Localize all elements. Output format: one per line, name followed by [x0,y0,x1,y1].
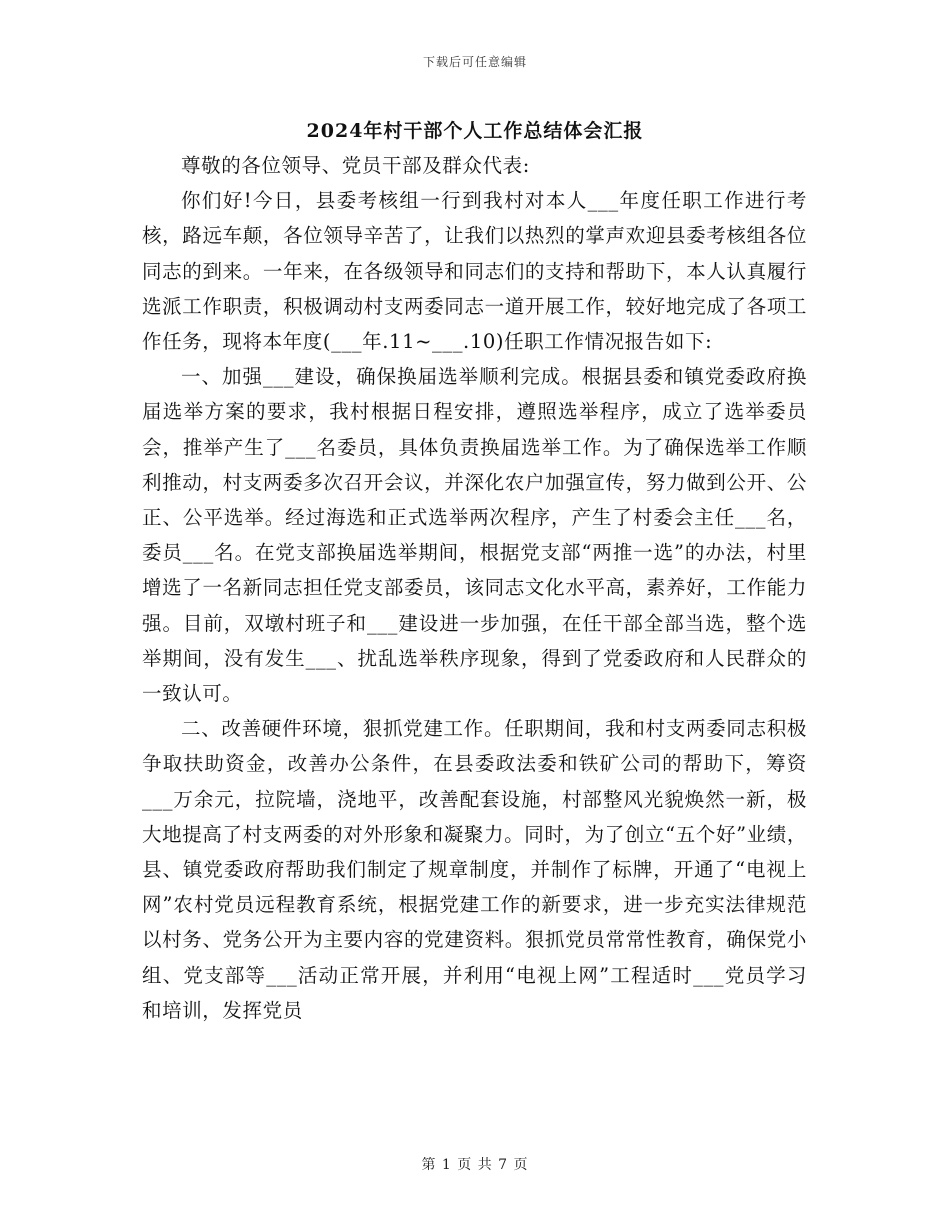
section-one-paragraph: 一、加强___建设，确保换届选举顺利完成。根据县委和镇党委政府换届选举方案的要求，我村根据日程安排，遵照选举程序，成立了选举委员会，推举产生了___名委员，具体负责换届选举工作。为了确保选举工作顺利推动，村支两委多次召开会议，并深化农户加强宣传，努力做到公开、公正、公平选举。经过海选和正式选举两次程序，产生了村委会主任___名，委员___名。在党支部换届选举期间，根据党支部“两推一选”的办法，村里增选了一名新同志担任党支部委员，该同志文化水平高，素养好，工作能力强。目前，双墩村班子和___建设进一步加强，在任干部全部当选，整个选举期间，没有发生___、扰乱选举秩序现象，得到了党委政府和人民群众的一致认可。 [142,365,807,706]
document-body [142,148,807,1028]
section-two-paragraph: 二、改善硬件环境，狠抓党建工作。任职期间，我和村支两委同志积极争取扶助资金，改善办公条件，在县委政法委和铁矿公司的帮助下，筹资___万余元，拉院墙，浇地平，改善配套设施，村部整风光貌焕然一新，极大地提高了村支两委的对外形象和凝聚力。同时，为了创立“五个好”业绩，县、镇党委政府帮助我们制定了规章制度，并制作了标牌，开通了“电视上网”农村党员远程教育系统，根据党建工作的新要求，进一步充实法律规范以村务、党务公开为主要内容的党建资料。狠抓党员常常性教育，确保党小组、党支部等___活动正常开展，并利用“电视上网”工程适时___党员学习和培训，发挥党员 [142,717,807,1022]
intro-paragraph: 你们好!今日，县委考核组一行到我村对本人___年度任职工作进行考核，路远车颠，各位领导辛苦了，让我们以热烈的掌声欢迎县委考核组各位同志的到来。一年来，在各级领导和同志们的支持和帮助下，本人认真履行选派工作职责，积极调动村支两委同志一道开展工作，较好地完成了各项工作任务，现将本年度(___年.11~___.10)任职工作情况报告如下: [142,189,807,354]
page-number: 第 1 页 共 7 页 [421,1157,529,1173]
salutation-paragraph: 尊敬的各位领导、党员干部及群众代表: [181,154,530,177]
document-title: 2024年村干部个人工作总结体会汇报 [306,120,644,142]
header-note: 下载后可任意编辑 [422,55,527,69]
